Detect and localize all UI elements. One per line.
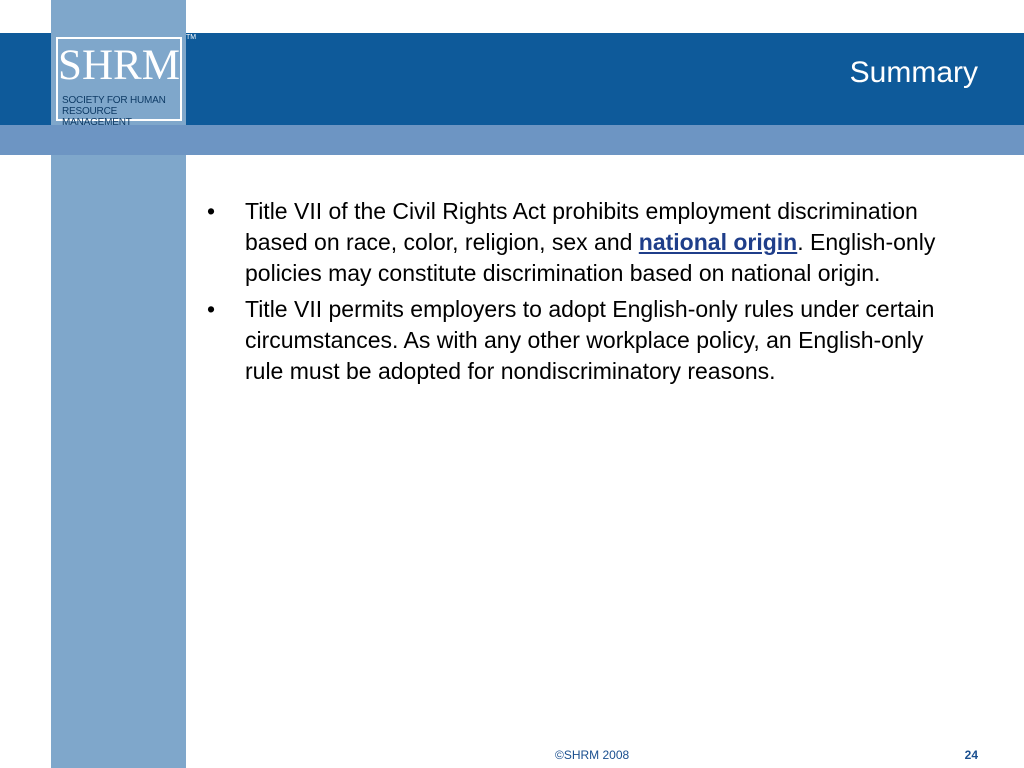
- logo-frame: [56, 37, 182, 128]
- slide-title: Summary: [849, 56, 978, 89]
- bullet-2-text: Title VII permits employers to adopt English-only rules under certain circumstances. As with any other workplace policy, an English-only rule must be adopted for nondiscriminatory reasons.: [245, 296, 935, 384]
- footer-copyright: ©SHRM 2008: [555, 748, 630, 762]
- logo-mark: SHRM: [58, 41, 180, 89]
- slide-body: [205, 196, 965, 392]
- bullet-1-text-after: . English-only policies may constitute discrimination based on national origin.: [245, 229, 936, 286]
- footer-page-number: 24: [964, 748, 978, 762]
- shrm-logo: [51, 33, 186, 128]
- bullet-item-2: [205, 294, 965, 387]
- logo-subtitle-line1: SOCIETY FOR HUMAN: [62, 95, 166, 106]
- bullet-item-1: [205, 196, 965, 289]
- bullet-marker: •: [207, 296, 216, 322]
- bullet-1-text-before: Title VII of the Civil Rights Act prohibits employment discrimination based on race, color, religion, sex and: [245, 198, 918, 255]
- logo-subtitle: [62, 95, 182, 128]
- national-origin-link[interactable]: national origin: [638, 229, 798, 255]
- header-sub-band: [0, 125, 1024, 155]
- bullet-marker: •: [207, 198, 216, 224]
- logo-subtitle-line2: RESOURCE MANAGEMENT: [62, 106, 132, 128]
- logo-trademark: TM: [186, 34, 197, 41]
